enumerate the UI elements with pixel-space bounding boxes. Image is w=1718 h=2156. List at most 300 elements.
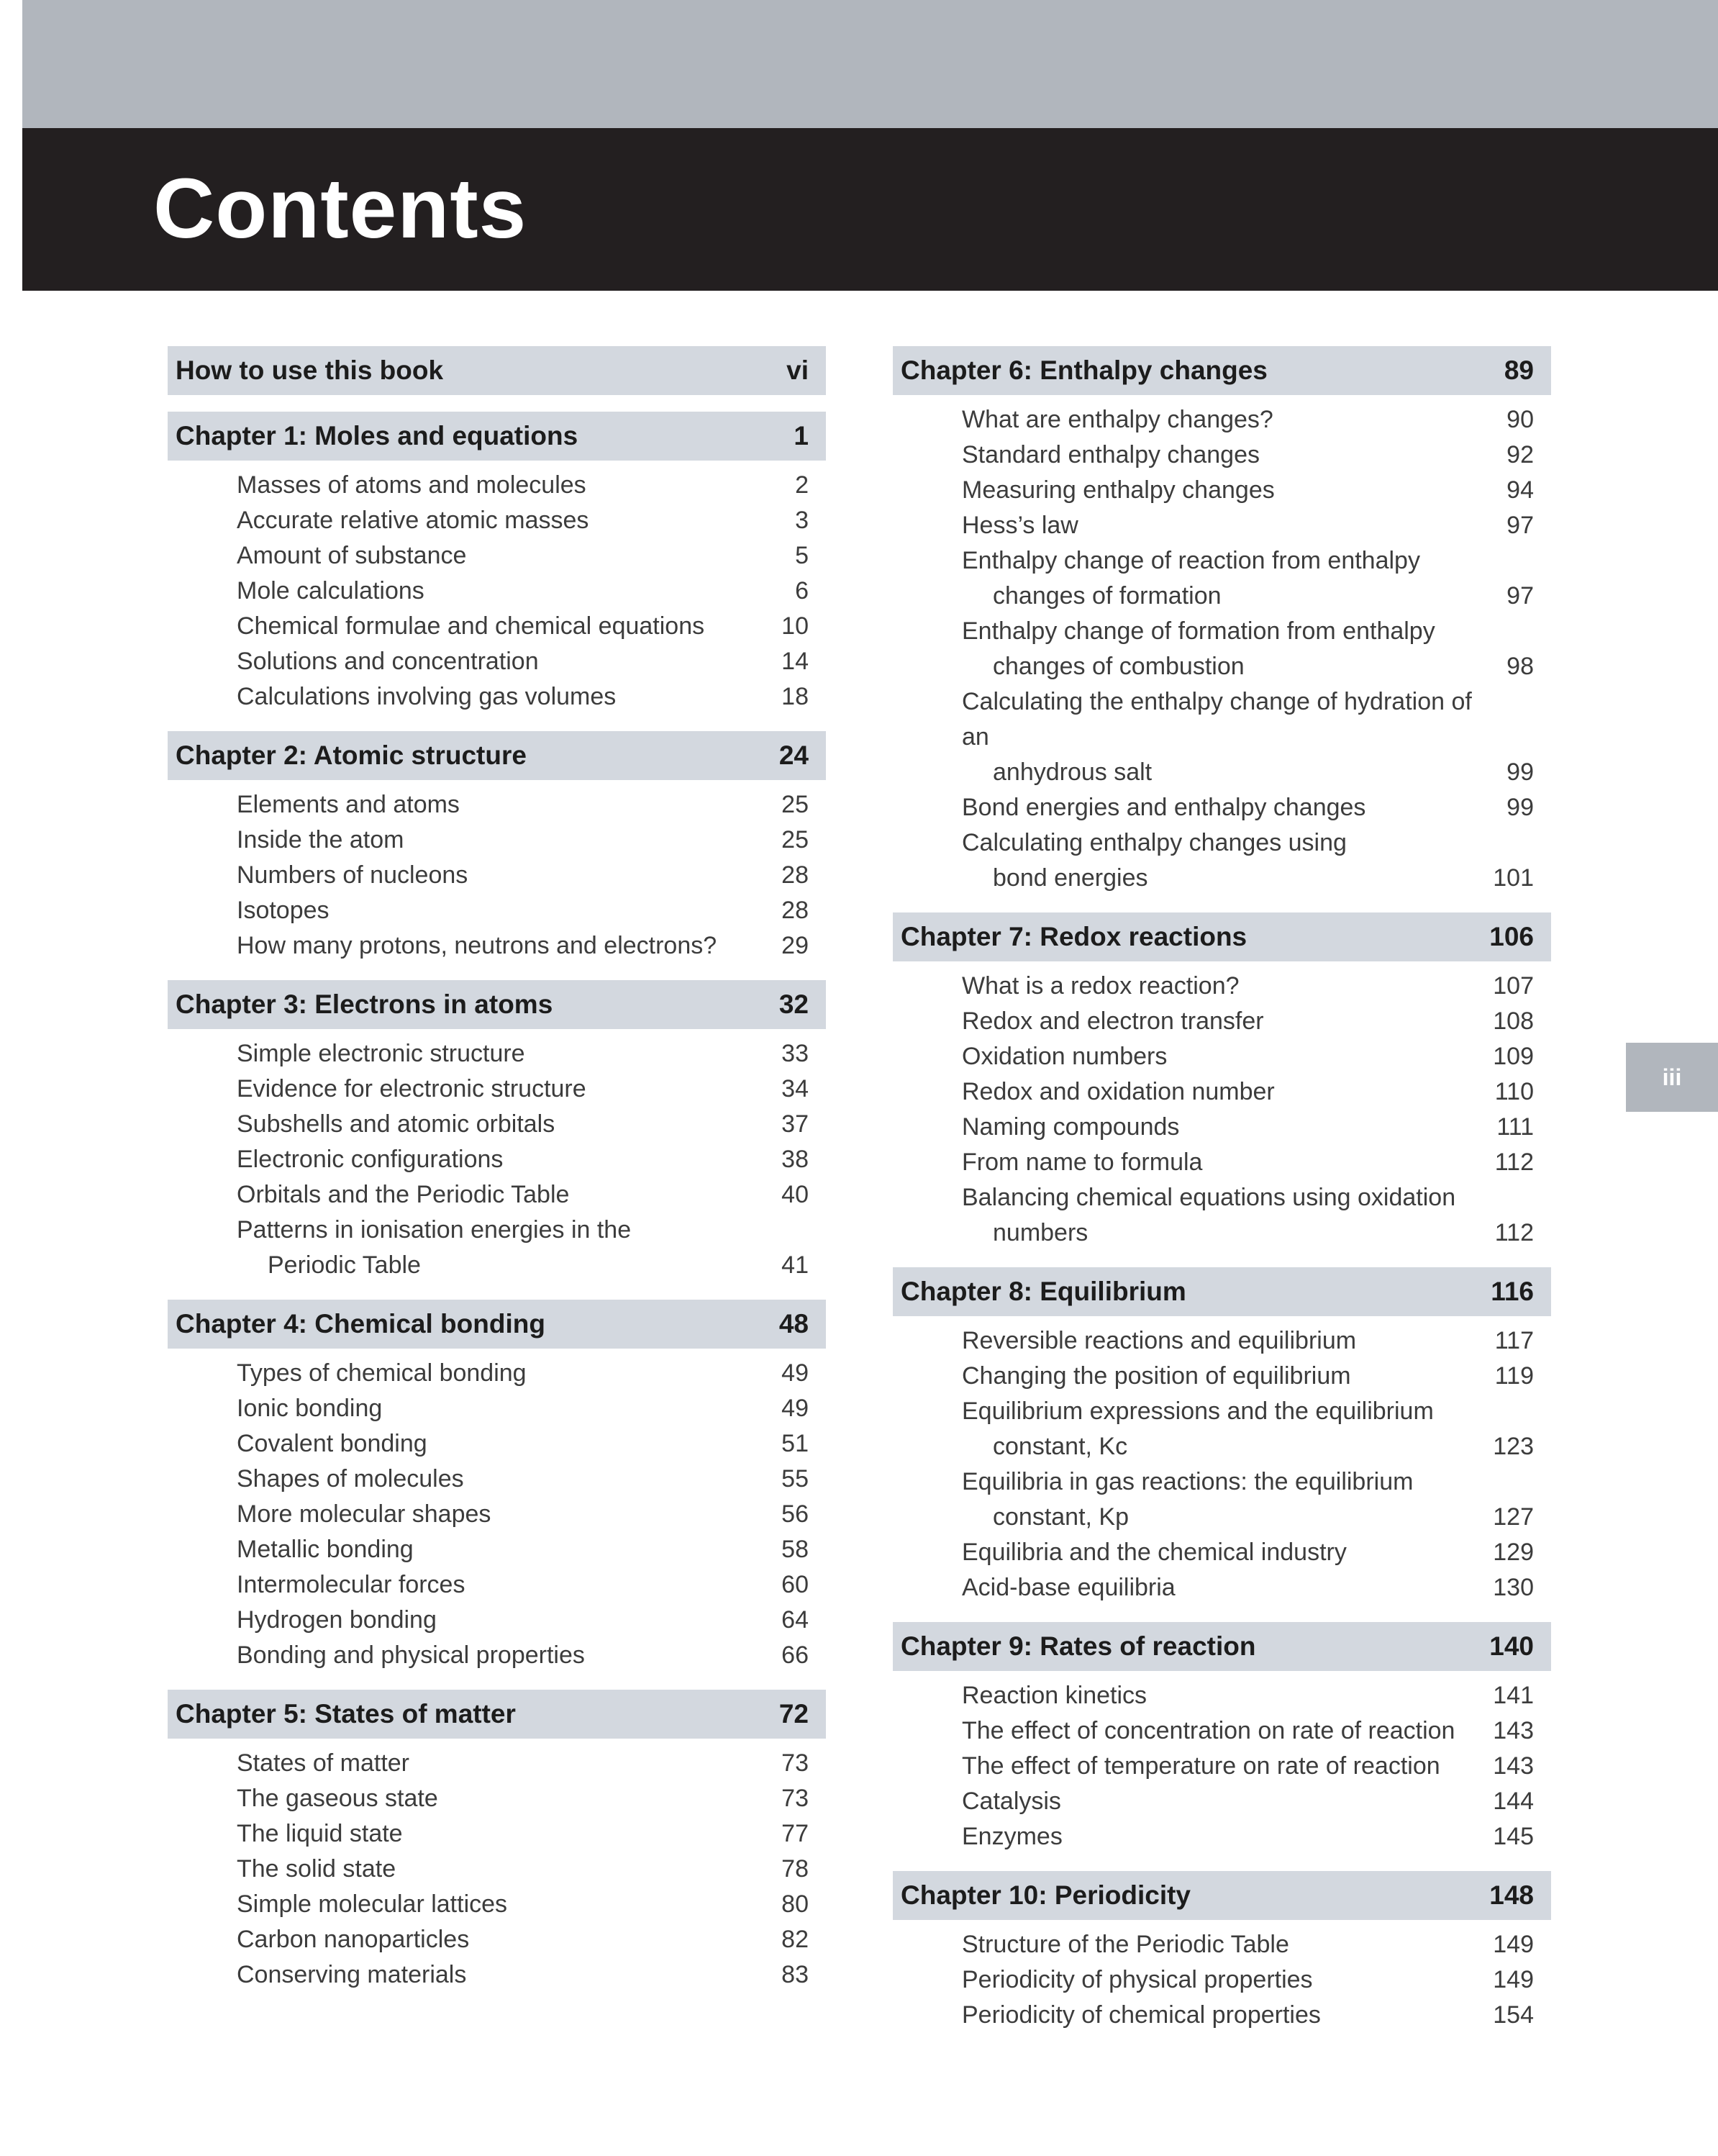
entry-title: The solid state [237,1855,396,1883]
toc-entry [168,503,826,538]
entry-title: Elements and atoms [237,791,460,818]
entry-title: Equilibria in gas reactions: the equilibrium [962,1468,1414,1495]
entry-list [893,395,1551,896]
entry-title: Naming compounds [962,1113,1180,1141]
entry-page-number: 2 [795,471,809,499]
entry-title: Amount of substance [237,542,467,569]
entry-page-number: 3 [795,507,809,534]
toc-entry [893,438,1551,473]
entry-title-wrap [237,1603,781,1638]
entry-page-number: 92 [1506,441,1534,468]
entry-title-wrap [237,1213,781,1283]
entry-page-number: 99 [1506,794,1534,821]
entry-title: Solutions and concentration [237,648,539,675]
entry-title-wrap [962,1074,1495,1110]
entry-page-number: 129 [1493,1539,1534,1566]
entry-title: Numbers of nucleons [237,861,468,889]
entry-page-number: 18 [781,683,809,710]
entry-title-wrap [962,1039,1493,1074]
toc-entry [168,823,826,858]
entry-title-wrap [237,787,781,823]
chapter-title: Chapter 5: States of matter [176,1699,516,1729]
chapter-heading [893,346,1551,395]
entry-title: The effect of concentration on rate of reaction [962,1717,1455,1744]
chapter-heading [168,980,826,1029]
entry-page-number: 14 [781,648,809,675]
chapter-title: Chapter 10: Periodicity [901,1880,1191,1910]
entry-page-number: 112 [1494,1149,1534,1176]
entry-title-wrap [962,1110,1496,1145]
entry-page-number: 143 [1493,1717,1534,1744]
entry-page-number: 51 [781,1430,809,1457]
toc-entry [893,1819,1551,1854]
entry-page-number: 34 [781,1075,809,1102]
entry-title: Reversible reactions and equilibrium [962,1327,1357,1354]
toc-section [168,346,826,395]
entry-title: Inside the atom [237,826,404,853]
toc-entry [893,402,1551,438]
chapter-page-number: 32 [778,989,809,1019]
toc-entry [168,1497,826,1532]
entry-title-continuation: changes of combustion [993,653,1245,680]
toc-entry [893,1535,1551,1570]
toc-entry [168,609,826,644]
entry-title-continuation: bond energies [993,864,1148,892]
entry-title-wrap [237,679,781,715]
entry-title: The liquid state [237,1820,403,1847]
entry-page-number: 143 [1493,1752,1534,1780]
entry-page-number: 33 [781,1040,809,1067]
entry-page-number: 25 [781,791,809,818]
toc-section [168,1300,826,1673]
entry-title: Periodicity of chemical properties [962,2001,1321,2029]
entry-title: Evidence for electronic structure [237,1075,586,1102]
entry-page-number: 99 [1506,758,1534,786]
entry-title-wrap [237,503,795,538]
entry-title: Reaction kinetics [962,1682,1147,1709]
entry-title: Measuring enthalpy changes [962,476,1275,504]
entry-title: Acid-base equilibria [962,1574,1176,1601]
toc-entry [893,1713,1551,1749]
toc-entry [168,1603,826,1638]
toc-entry [893,1323,1551,1359]
entry-page-number: 10 [781,612,809,640]
chapter-title: Chapter 3: Electrons in atoms [176,989,553,1019]
chapter-title: Chapter 1: Moles and equations [176,421,578,450]
entry-page-number: 98 [1506,653,1534,680]
entry-title-wrap [237,1177,781,1213]
entry-title-continuation: numbers [993,1219,1088,1246]
entry-title: Equilibria and the chemical industry [962,1539,1347,1566]
entry-title: Equilibrium expressions and the equilibrium [962,1398,1434,1425]
entry-page-number: 112 [1494,1219,1534,1246]
entry-title: Masses of atoms and molecules [237,471,586,499]
entry-title-wrap [237,1356,781,1391]
chapter-heading [168,346,826,395]
toc-section [168,1690,826,1993]
entry-title-wrap [962,1784,1493,1819]
entry-page-number: 5 [795,542,809,569]
entry-title-wrap [237,1391,781,1426]
toc-section [893,1622,1551,1854]
entry-title-wrap [962,1570,1493,1605]
entry-title-wrap [962,1678,1493,1713]
chapter-page-number: 72 [778,1699,809,1729]
entry-title: Redox and electron transfer [962,1007,1264,1035]
entry-page-number: 66 [781,1641,809,1669]
entry-page-number: 94 [1506,476,1534,504]
entry-page-number: 149 [1493,1931,1534,1958]
entry-title: Types of chemical bonding [237,1359,527,1387]
entry-page-number: 78 [781,1855,809,1883]
entry-title-wrap [962,1713,1493,1749]
entry-title-wrap [237,644,781,679]
entry-title: Orbitals and the Periodic Table [237,1181,570,1208]
chapter-heading [893,1267,1551,1316]
entry-title-wrap [237,1781,781,1816]
entry-title-wrap [237,858,781,893]
entry-title-continuation: constant, Kc [993,1433,1128,1460]
toc-entry [168,858,826,893]
toc-entry [893,969,1551,1004]
entry-page-number: 109 [1493,1043,1534,1070]
entry-page-number: 60 [781,1571,809,1598]
toc-entry [893,1962,1551,1998]
entry-page-number: 145 [1493,1823,1534,1850]
toc-entry [168,1072,826,1107]
entry-page-number: 37 [781,1110,809,1138]
entry-title-wrap [237,574,795,609]
entry-page-number: 119 [1494,1362,1534,1390]
entry-page-number: 41 [781,1251,809,1279]
chapter-page-number: vi [786,355,809,385]
entry-title: Hess’s law [962,512,1078,539]
chapter-page-number: 24 [778,740,809,770]
entry-title-wrap [237,609,781,644]
entry-title-wrap [962,614,1506,684]
entry-title: The effect of temperature on rate of reaction [962,1752,1440,1780]
toc-entry [893,1570,1551,1605]
entry-title: Changing the position of equilibrium [962,1362,1351,1390]
entry-title: Calculations involving gas volumes [237,683,617,710]
entry-title-wrap [962,1323,1495,1359]
entry-title-wrap [237,1462,781,1497]
entry-page-number: 107 [1493,972,1534,1000]
entry-title: Enthalpy change of reaction from enthalpy [962,547,1420,574]
entry-page-number: 56 [781,1500,809,1528]
entry-title: Redox and oxidation number [962,1078,1275,1105]
entry-page-number: 82 [781,1926,809,1953]
toc-entry [893,1927,1551,1962]
entry-title: Patterns in ionisation energies in the [237,1216,632,1244]
entry-title: Electronic configurations [237,1146,504,1173]
entry-page-number: 55 [781,1465,809,1493]
entry-title: Carbon nanoparticles [237,1926,470,1953]
entry-title-wrap [962,1998,1493,2033]
toc-section [168,412,826,715]
entry-page-number: 80 [781,1890,809,1918]
entry-page-number: 127 [1493,1503,1534,1531]
entry-page-number: 97 [1506,582,1534,610]
toc-entry [168,679,826,715]
toc-entry [168,1177,826,1213]
entry-title-wrap [237,1957,781,1993]
toc-entry [168,1036,826,1072]
entry-list [168,461,826,715]
entry-title-wrap [962,1535,1493,1570]
entry-page-number: 144 [1493,1788,1534,1815]
entry-page-number: 97 [1506,512,1534,539]
entry-title: Standard enthalpy changes [962,441,1260,468]
entry-title: What are enthalpy changes? [962,406,1273,433]
entry-page-number: 29 [781,932,809,959]
entry-title-wrap [962,1180,1495,1251]
entry-list [168,780,826,964]
toc-entry [893,1039,1551,1074]
entry-title: Shapes of molecules [237,1465,464,1493]
entry-title-wrap [237,1497,781,1532]
toc-entry [168,1638,826,1673]
chapter-title: Chapter 2: Atomic structure [176,740,527,770]
entry-title: Calculating enthalpy changes using [962,829,1347,856]
entry-title-wrap [237,893,781,928]
toc-entry [893,543,1551,614]
entry-title-wrap [962,1359,1495,1394]
toc-entry [168,1781,826,1816]
entry-title-wrap [237,1567,781,1603]
entry-title: Bonding and physical properties [237,1641,585,1669]
entry-title: Catalysis [962,1788,1061,1815]
entry-title: Calculating the enthalpy change of hydration of an [962,688,1472,751]
chapter-heading [168,1690,826,1739]
toc-entry [893,1110,1551,1145]
entry-page-number: 28 [781,861,809,889]
toc-entry [168,893,826,928]
toc-entry [893,1784,1551,1819]
entry-page-number: 6 [795,577,809,604]
toc-entry [893,1145,1551,1180]
toc-section [893,1267,1551,1605]
entry-page-number: 73 [781,1749,809,1777]
entry-title-wrap [237,1816,781,1852]
entry-title: Metallic bonding [237,1536,414,1563]
entry-title-wrap [237,823,781,858]
entry-title: Simple molecular lattices [237,1890,508,1918]
chapter-page-number: 116 [1491,1277,1534,1306]
toc-entry [168,1957,826,1993]
entry-title: Enthalpy change of formation from enthalpy [962,617,1435,645]
chapter-heading [168,412,826,461]
toc-section [168,980,826,1283]
entry-page-number: 49 [781,1395,809,1422]
toc-entry [168,1922,826,1957]
entry-list [893,961,1551,1251]
chapter-heading [168,1300,826,1349]
entry-title-wrap [962,825,1493,896]
toc-entry [168,538,826,574]
toc-entry [168,1816,826,1852]
entry-title-wrap [962,684,1506,790]
entry-title: Isotopes [237,897,329,924]
toc-entry [168,1746,826,1781]
entry-title: Covalent bonding [237,1430,427,1457]
entry-title: What is a redox reaction? [962,972,1240,1000]
toc-entry [893,508,1551,543]
chapter-heading [893,1871,1551,1920]
entry-title: From name to formula [962,1149,1203,1176]
entry-title-wrap [962,1004,1493,1039]
chapter-page-number: 48 [778,1309,809,1339]
chapter-title: Chapter 8: Equilibrium [901,1277,1186,1306]
entry-title-wrap [962,969,1493,1004]
toc-left-column [168,346,826,2009]
toc-entry [893,1359,1551,1394]
toc-section [168,731,826,964]
entry-title: Periodicity of physical properties [962,1966,1313,1993]
toc-entry [168,1107,826,1142]
chapter-page-number: 1 [794,421,809,450]
entry-title-wrap [237,1887,781,1922]
toc-entry [168,1567,826,1603]
entry-title: Oxidation numbers [962,1043,1168,1070]
entry-list [168,1349,826,1673]
entry-page-number: 73 [781,1785,809,1812]
entry-title-wrap [962,438,1506,473]
toc-section [893,912,1551,1251]
toc-entry [168,928,826,964]
entry-title: Simple electronic structure [237,1040,525,1067]
chapter-title: How to use this book [176,355,444,385]
toc-entry [168,644,826,679]
entry-title: Balancing chemical equations using oxidation [962,1184,1456,1211]
entry-page-number: 101 [1493,864,1534,892]
entry-title-wrap [237,1107,781,1142]
entry-list [168,1739,826,1993]
entry-title-continuation: Periodic Table [268,1251,421,1279]
entry-list [893,1671,1551,1854]
toc-entry [168,1142,826,1177]
chapter-title: Chapter 4: Chemical bonding [176,1309,545,1339]
chapter-title: Chapter 7: Redox reactions [901,922,1247,951]
entry-page-number: 108 [1493,1007,1534,1035]
entry-title-wrap [962,1394,1493,1464]
entry-title: Bond energies and enthalpy changes [962,794,1366,821]
toc-section [893,346,1551,896]
toc-entry [168,1426,826,1462]
header-grey-band [22,0,1718,128]
entry-page-number: 49 [781,1359,809,1387]
entry-page-number: 83 [781,1961,809,1988]
entry-page-number: 154 [1493,2001,1534,2029]
entry-title-wrap [962,473,1506,508]
toc-entry [893,1749,1551,1784]
entry-title-wrap [237,1852,781,1887]
chapter-page-number: 148 [1489,1880,1534,1910]
entry-title-wrap [237,538,795,574]
entry-title-wrap [962,1819,1493,1854]
toc-entry [168,1532,826,1567]
entry-title: Accurate relative atomic masses [237,507,589,534]
entry-title: More molecular shapes [237,1500,491,1528]
toc-right-column [893,346,1551,2049]
entry-title-continuation: anhydrous salt [993,758,1153,786]
chapter-title: Chapter 9: Rates of reaction [901,1631,1256,1661]
entry-list [893,1920,1551,2033]
entry-title-wrap [237,1072,781,1107]
entry-title-wrap [962,790,1506,825]
entry-title-wrap [237,1036,781,1072]
entry-title-wrap [237,1142,781,1177]
entry-title: Enzymes [962,1823,1063,1850]
entry-title-wrap [237,1922,781,1957]
toc-entry [893,684,1551,790]
entry-page-number: 90 [1506,406,1534,433]
entry-list [168,1029,826,1283]
entry-title-wrap [962,1464,1493,1535]
entry-title-wrap [237,1426,781,1462]
toc-entry [893,1004,1551,1039]
entry-page-number: 130 [1493,1574,1534,1601]
entry-title: States of matter [237,1749,409,1777]
entry-page-number: 25 [781,826,809,853]
chapter-page-number: 89 [1504,355,1534,385]
toc-entry [168,1852,826,1887]
chapter-title: Chapter 6: Enthalpy changes [901,355,1268,385]
entry-page-number: 58 [781,1536,809,1563]
entry-title: Intermolecular forces [237,1571,465,1598]
entry-title-wrap [962,543,1506,614]
entry-title-wrap [237,1746,781,1781]
chapter-page-number: 106 [1489,922,1534,951]
toc-entry [168,574,826,609]
toc-entry [168,1213,826,1283]
entry-title: How many protons, neutrons and electrons? [237,932,717,959]
toc-entry [893,1464,1551,1535]
entry-list [893,1316,1551,1605]
entry-title: Structure of the Periodic Table [962,1931,1289,1958]
toc-entry [168,1391,826,1426]
chapter-heading [893,912,1551,961]
toc-entry [168,1887,826,1922]
entry-title: Ionic bonding [237,1395,383,1422]
entry-title-wrap [962,1749,1493,1784]
entry-page-number: 38 [781,1146,809,1173]
entry-title-wrap [962,508,1506,543]
entry-page-number: 64 [781,1606,809,1634]
entry-page-number: 77 [781,1820,809,1847]
toc-entry [168,1462,826,1497]
toc-entry [168,787,826,823]
entry-title-wrap [962,1145,1495,1180]
entry-page-number: 117 [1494,1327,1534,1354]
page-number-tab: iii [1626,1043,1718,1112]
entry-title-wrap [962,1927,1493,1962]
entry-title: Subshells and atomic orbitals [237,1110,555,1138]
toc-entry [893,825,1551,896]
chapter-heading [168,731,826,780]
entry-title-wrap [237,928,781,964]
entry-title-wrap [237,1532,781,1567]
entry-title-wrap [962,402,1506,438]
entry-page-number: 40 [781,1181,809,1208]
entry-title: The gaseous state [237,1785,438,1812]
toc-entry [893,473,1551,508]
entry-title-wrap [237,468,795,503]
entry-title: Chemical formulae and chemical equations [237,612,705,640]
toc-entry [893,614,1551,684]
toc-entry [893,1394,1551,1464]
entry-page-number: 149 [1493,1966,1534,1993]
